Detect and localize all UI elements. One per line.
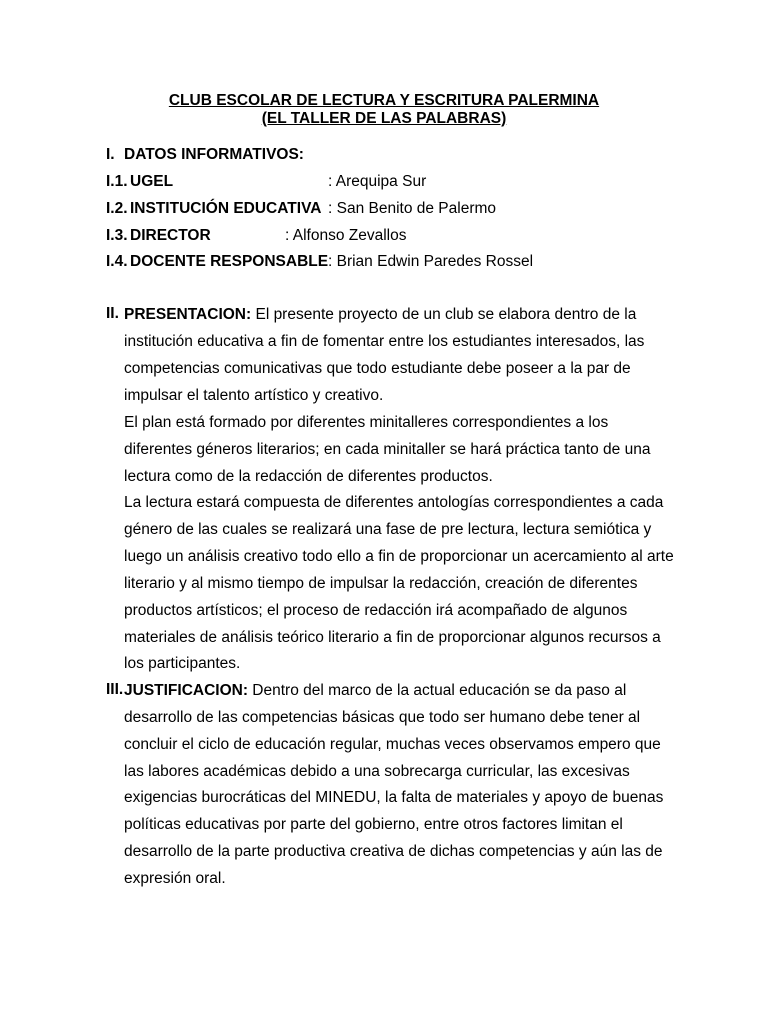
item-value-institucion: : San Benito de Palermo: [328, 200, 497, 217]
paragraph-line: desarrollo de la parte productiva creativa de dichas competencias y aún las de: [124, 843, 663, 860]
item-value-docente: : Brian Edwin Paredes Rossel: [328, 253, 534, 270]
paragraph-line: desarrollo de las competencias básicas que todo ser humano debe tener al: [124, 709, 641, 726]
paragraph-line: diferentes géneros literarios; en cada minitaller se hará práctica tanto de una: [124, 441, 651, 458]
section-i-number: I.: [106, 146, 115, 163]
item-number: I.2.: [106, 200, 128, 217]
section-iii-heading: JUSTIFICACION:: [124, 682, 248, 699]
document-subtitle: (EL TALLER DE LAS PALABRAS): [261, 110, 507, 127]
paragraph-line: exigencias burocráticas del MINEDU, la falta de materiales y apoyo de buenas: [124, 789, 664, 806]
paragraph-line: competencias comunicativas que todo estudiante debe poseer a la par de: [124, 360, 631, 377]
paragraph-line: los participantes.: [124, 655, 241, 672]
paragraph-line: institución educativa a fin de fomentar entre los estudiantes interesados, las: [124, 333, 645, 350]
paragraph-line: concluir el ciclo de educación regular, muchas veces observamos empero que: [124, 736, 661, 753]
presentacion-first-line: [124, 305, 636, 325]
paragraph-line: El plan está formado por diferentes minitalleres correspondientes a los: [124, 414, 609, 431]
paragraph-line: políticas educativas por parte del gobierno, entre otros factores limitan el: [124, 816, 623, 833]
section-ii-number: II.: [106, 305, 119, 322]
paragraph-line: luego un análisis creativo todo ello a fin de proporcionar un acercamiento al arte: [124, 548, 674, 565]
justificacion-first-line: [124, 681, 626, 701]
item-label-docente: DOCENTE RESPONSABLE: [130, 253, 329, 270]
paragraph-line: materiales de análisis teórico literario a fin de proporcionar algunos recursos a: [124, 629, 661, 646]
item-label-institucion: INSTITUCIÓN EDUCATIVA: [130, 200, 322, 217]
section-iii-number: III.: [106, 681, 124, 698]
paragraph-line: literario y al mismo tiempo de impulsar la redacción, creación de diferentes: [124, 575, 638, 592]
paragraph-line: lectura como de la redacción de diferentes productos.: [124, 468, 493, 485]
item-number: I.1.: [106, 173, 128, 190]
paragraph-line: las labores académicas debido a una sobrecarga curricular, las excesivas: [124, 763, 630, 780]
item-value-director: : Alfonso Zevallos: [285, 227, 407, 244]
paragraph-line: impulsar el talento artístico y creativo.: [124, 387, 384, 404]
document-title: CLUB ESCOLAR DE LECTURA Y ESCRITURA PALERMINA: [168, 92, 600, 109]
paragraph-line: género de las cuales se realizará una fase de pre lectura, lectura semiótica y: [124, 521, 652, 538]
paragraph-line: productos artísticos; el proceso de redacción irá acompañado de algunos: [124, 602, 628, 619]
paragraph-line: expresión oral.: [124, 870, 226, 887]
item-number: I.3.: [106, 227, 128, 244]
section-i-heading: DATOS INFORMATIVOS:: [124, 146, 304, 163]
section-ii-heading: PRESENTACION:: [124, 306, 252, 323]
item-label-director: DIRECTOR: [130, 227, 211, 244]
paragraph-line: La lectura estará compuesta de diferentes antologías correspondientes a cada: [124, 494, 664, 511]
item-value-ugel: : Arequipa Sur: [328, 173, 427, 190]
paragraph-line: El presente proyecto de un club se elabora dentro de la: [251, 306, 637, 323]
item-label-ugel: UGEL: [130, 173, 174, 190]
item-number: I.4.: [106, 253, 128, 270]
paragraph-line: Dentro del marco de la actual educación se da paso al: [248, 682, 627, 699]
